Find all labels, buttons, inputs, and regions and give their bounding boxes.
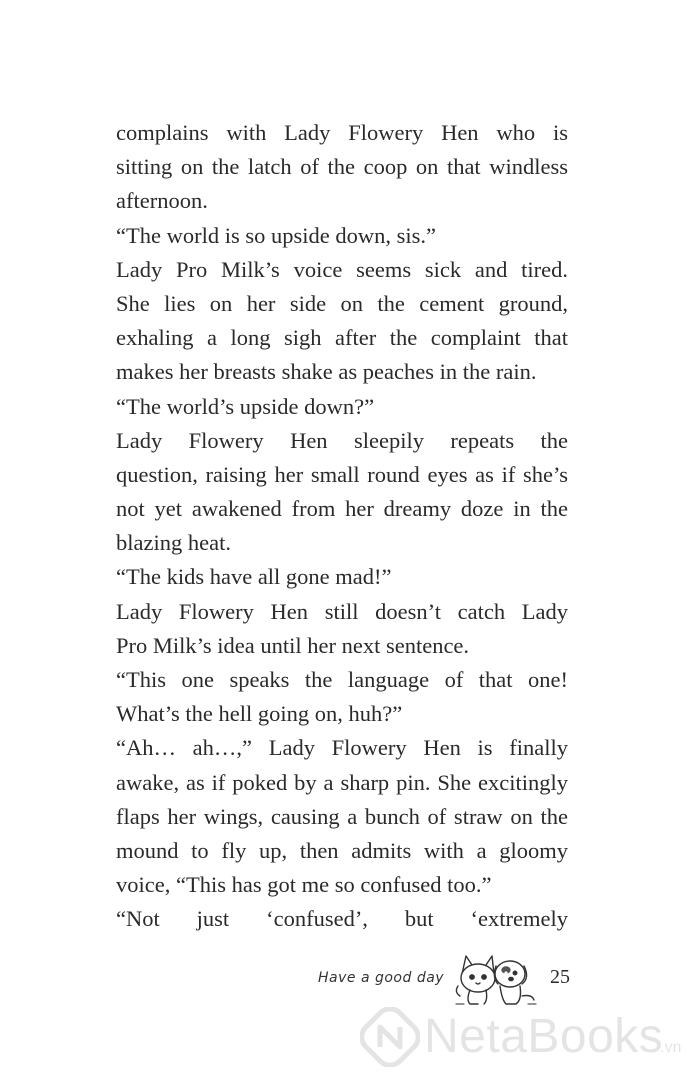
page-number: 25 xyxy=(550,966,570,988)
text-line: Lady Flowery Hen still doesn’t catch Lady xyxy=(116,598,568,624)
text-line: Pro Milk’s idea until her next sentence. xyxy=(116,632,470,658)
text-line: awake, as if poked by a sharp pin. She excitingly xyxy=(116,769,568,795)
text-line: complains with Lady Flowery Hen who is xyxy=(116,120,568,145)
text-line: What’s the hell going on, huh?” xyxy=(116,701,403,727)
text-line: “Not just ‘confused’, but ‘extremely xyxy=(116,906,568,932)
watermark-brand: NetaBooks xyxy=(424,1010,664,1063)
text-line: question, raising her small round eyes as if she’s xyxy=(116,461,568,487)
text-line: not yet awakened from her dreamy doze in the xyxy=(116,496,568,522)
text-line: “This one speaks the language of that one! xyxy=(116,667,568,692)
text-line: “Ah… ah…,” Lady Flowery Hen is finally xyxy=(116,735,568,761)
running-title: Have a good day xyxy=(318,970,445,986)
text-line: blazing heat. xyxy=(116,530,231,556)
text-line: voice, “This has got me so confused too.” xyxy=(116,872,492,898)
text-line: mound to fly up, then admits with a gloomy xyxy=(116,837,568,863)
text-line: “The kids have all gone mad!” xyxy=(116,564,392,590)
text-line: flaps her wings, causing a bunch of straw on the xyxy=(116,803,568,829)
text-line: “The world is so upside down, sis.” xyxy=(116,222,436,248)
page-body-text xyxy=(116,116,568,937)
text-line: Lady Flowery Hen sleepily repeats the xyxy=(116,427,568,453)
text-line: “The world’s upside down?” xyxy=(116,393,375,419)
netabooks-logo-icon xyxy=(360,1007,420,1067)
text-line: sitting on the latch of the coop on that windless xyxy=(116,154,568,180)
netabooks-watermark xyxy=(360,1003,700,1073)
text-line: She lies on her side on the cement ground, xyxy=(116,290,568,316)
puppy-and-kitten-illustration-icon xyxy=(448,944,540,1006)
text-line: exhaling a long sigh after the complaint that xyxy=(116,325,568,351)
text-line: afternoon. xyxy=(116,188,208,214)
watermark-domain: .vn xyxy=(660,1039,682,1056)
text-line: Lady Pro Milk’s voice seems sick and tired. xyxy=(116,256,568,282)
text-line: makes her breasts shake as peaches in the rain. xyxy=(116,359,537,385)
